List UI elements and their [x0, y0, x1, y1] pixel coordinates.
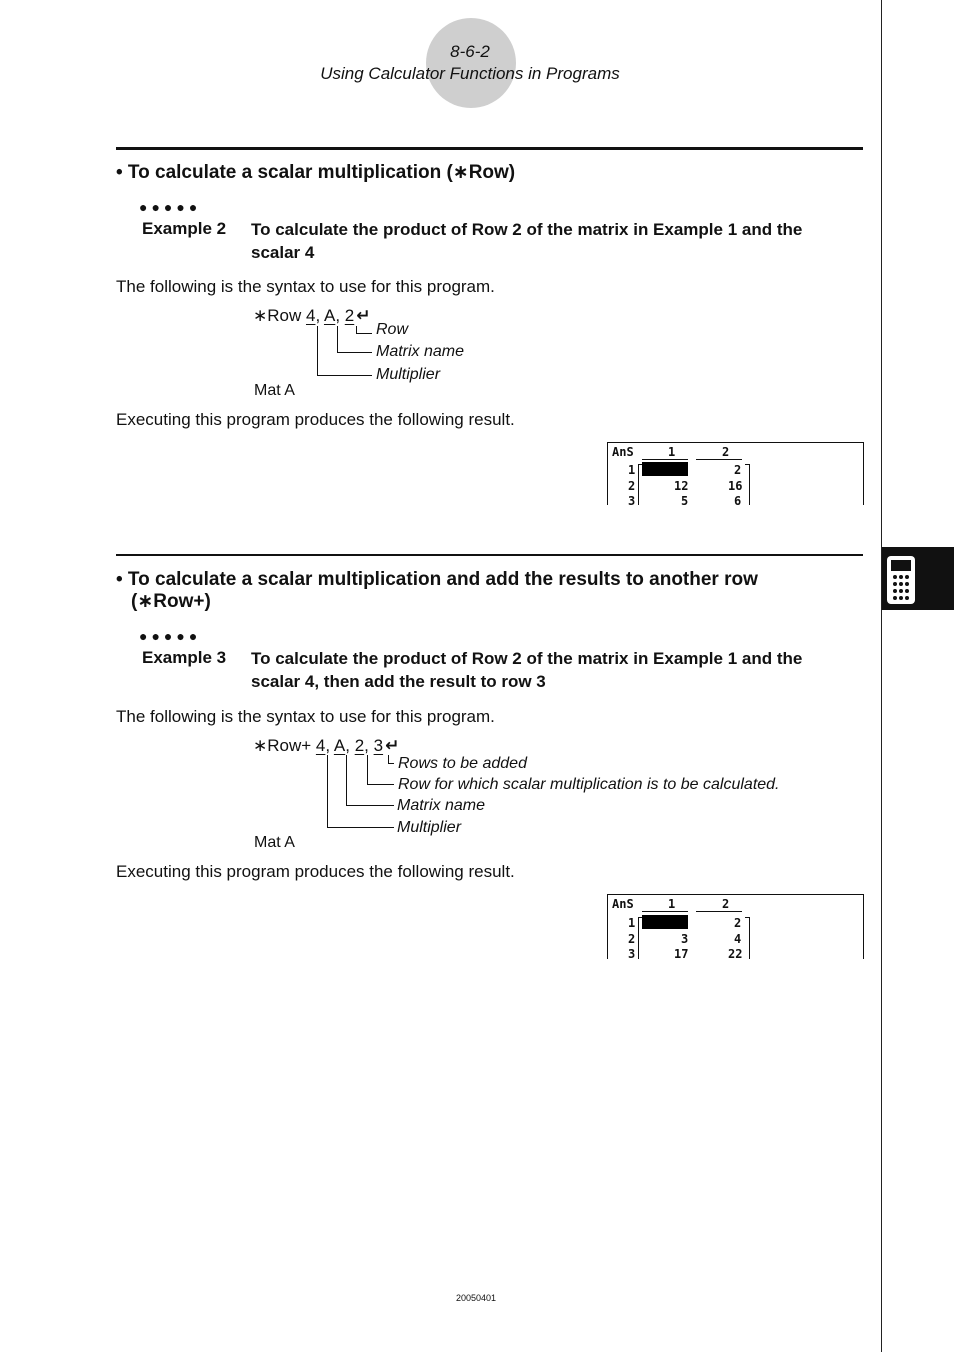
screen-col-2: 2 [722, 445, 730, 459]
screen-cell: 3 [681, 932, 689, 946]
leader-line [367, 755, 368, 785]
matrix-bracket-left [638, 464, 639, 505]
syntax-arg-multiplier: 4 [315, 736, 326, 755]
matrix-bracket-right [745, 917, 749, 918]
annotation-multiplier: Multiplier [397, 819, 462, 836]
leader-line [337, 326, 338, 353]
leader-line [317, 326, 318, 376]
annotation-multiplier: Multiplier [376, 366, 441, 383]
screen-cursor-cell [642, 915, 688, 929]
leader-line [327, 755, 328, 828]
syntax-command: ∗Row+ [253, 736, 316, 755]
example-dots: ●●●●● [139, 199, 202, 215]
matrix-bracket-right [745, 464, 749, 465]
leader-line [367, 784, 394, 785]
result-intro: Executing this program produces the following result. [116, 410, 515, 429]
annotation-rows-added: Rows to be added [398, 755, 527, 772]
screen-row-index: 3 [628, 947, 636, 961]
screen-row-index: 2 [628, 932, 636, 946]
result-intro: Executing this program produces the following result. [116, 862, 515, 881]
calculator-icon [886, 555, 916, 605]
syntax-arg-row: 2 [354, 736, 365, 755]
screen-cell: 22 [728, 947, 743, 961]
screen-col-underline [642, 459, 688, 460]
syntax-line [253, 306, 370, 326]
section-title: • To calculate a scalar multiplication (∗Row) [116, 162, 516, 183]
footer-code: 20050401 [455, 1293, 497, 1303]
screen-cell: 4 [734, 932, 742, 946]
screen-cell: 2 [734, 463, 742, 477]
section-title-cont: (∗Row+) [131, 591, 211, 612]
annotation-mat: Mat A [254, 834, 295, 851]
annotation-matrix-name: Matrix name [376, 343, 465, 360]
matrix-bracket-right [749, 464, 750, 505]
screen-row-index: 3 [628, 494, 636, 508]
syntax-command: ∗Row [253, 306, 306, 325]
example-text: To calculate the product of Row 2 of the matrix in Example 1 and the scalar 4, then add the result to row 3 [251, 649, 803, 691]
syntax-arg-multiplier: 4 [305, 306, 316, 325]
section-divider [116, 147, 863, 150]
leader-line [337, 352, 372, 353]
syntax-separator: , [345, 736, 355, 755]
syntax-line [253, 736, 399, 756]
screen-col-2: 2 [722, 897, 730, 911]
enter-icon: ↵ [356, 306, 371, 325]
syntax-arg-matrix: A [323, 306, 336, 325]
section-divider [116, 554, 863, 556]
section-title: • To calculate a scalar multiplication and add the results to another row [116, 569, 758, 590]
screen-col-underline [696, 459, 742, 460]
calculator-screen [607, 894, 864, 959]
example-label: Example 3 [142, 648, 227, 667]
chapter-side-tab [882, 547, 954, 610]
page-title: Using Calculator Functions in Programs [320, 64, 620, 83]
leader-line [356, 333, 372, 334]
syntax-separator: , [325, 736, 334, 755]
screen-ans-label: AnS [612, 897, 634, 911]
page-right-rule [881, 0, 882, 1352]
screen-col-1: 1 [668, 897, 676, 911]
annotation-matrix-name: Matrix name [397, 797, 486, 814]
annotation-row: Row [376, 321, 409, 338]
page-number: 8-6-2 [450, 42, 490, 61]
syntax-arg-row: 2 [344, 306, 355, 325]
screen-ans-label: AnS [612, 445, 634, 459]
annotation-row-calc: Row for which scalar multiplication is to be calculated. [398, 776, 780, 793]
example-label: Example 2 [142, 219, 227, 238]
leader-line [388, 763, 394, 764]
screen-col-underline [642, 911, 688, 912]
leader-line [327, 827, 394, 828]
screen-cell: 12 [674, 479, 689, 493]
screen-col-1: 1 [668, 445, 676, 459]
screen-cell: 6 [734, 494, 742, 508]
screen-cell: 5 [681, 494, 689, 508]
screen-cell: 17 [674, 947, 689, 961]
syntax-arg-target-row: 3 [373, 736, 384, 755]
leader-line [346, 755, 347, 806]
screen-cell: 2 [734, 916, 742, 930]
screen-cell: 16 [728, 479, 743, 493]
annotation-mat: Mat A [254, 382, 295, 399]
leader-line [317, 375, 372, 376]
header-circle [426, 18, 516, 108]
screen-col-underline [696, 911, 742, 912]
matrix-bracket-right [749, 917, 750, 959]
screen-row-index: 2 [628, 479, 636, 493]
syntax-separator: , [335, 306, 345, 325]
example-text: To calculate the product of Row 2 of the matrix in Example 1 and the scalar 4 [251, 220, 803, 262]
screen-row-index: 1 [628, 916, 636, 930]
syntax-separator: , [315, 306, 324, 325]
example-dots: ●●●●● [139, 628, 202, 644]
syntax-intro: The following is the syntax to use for this program. [116, 277, 495, 296]
syntax-separator: , [364, 736, 374, 755]
syntax-intro: The following is the syntax to use for this program. [116, 707, 495, 726]
calculator-screen [607, 442, 864, 508]
syntax-arg-matrix: A [333, 736, 346, 755]
screen-cursor-cell [642, 462, 688, 476]
screen-row-index: 1 [628, 463, 636, 477]
enter-icon: ↵ [385, 736, 400, 755]
matrix-bracket-left [638, 917, 639, 959]
leader-line [346, 805, 394, 806]
